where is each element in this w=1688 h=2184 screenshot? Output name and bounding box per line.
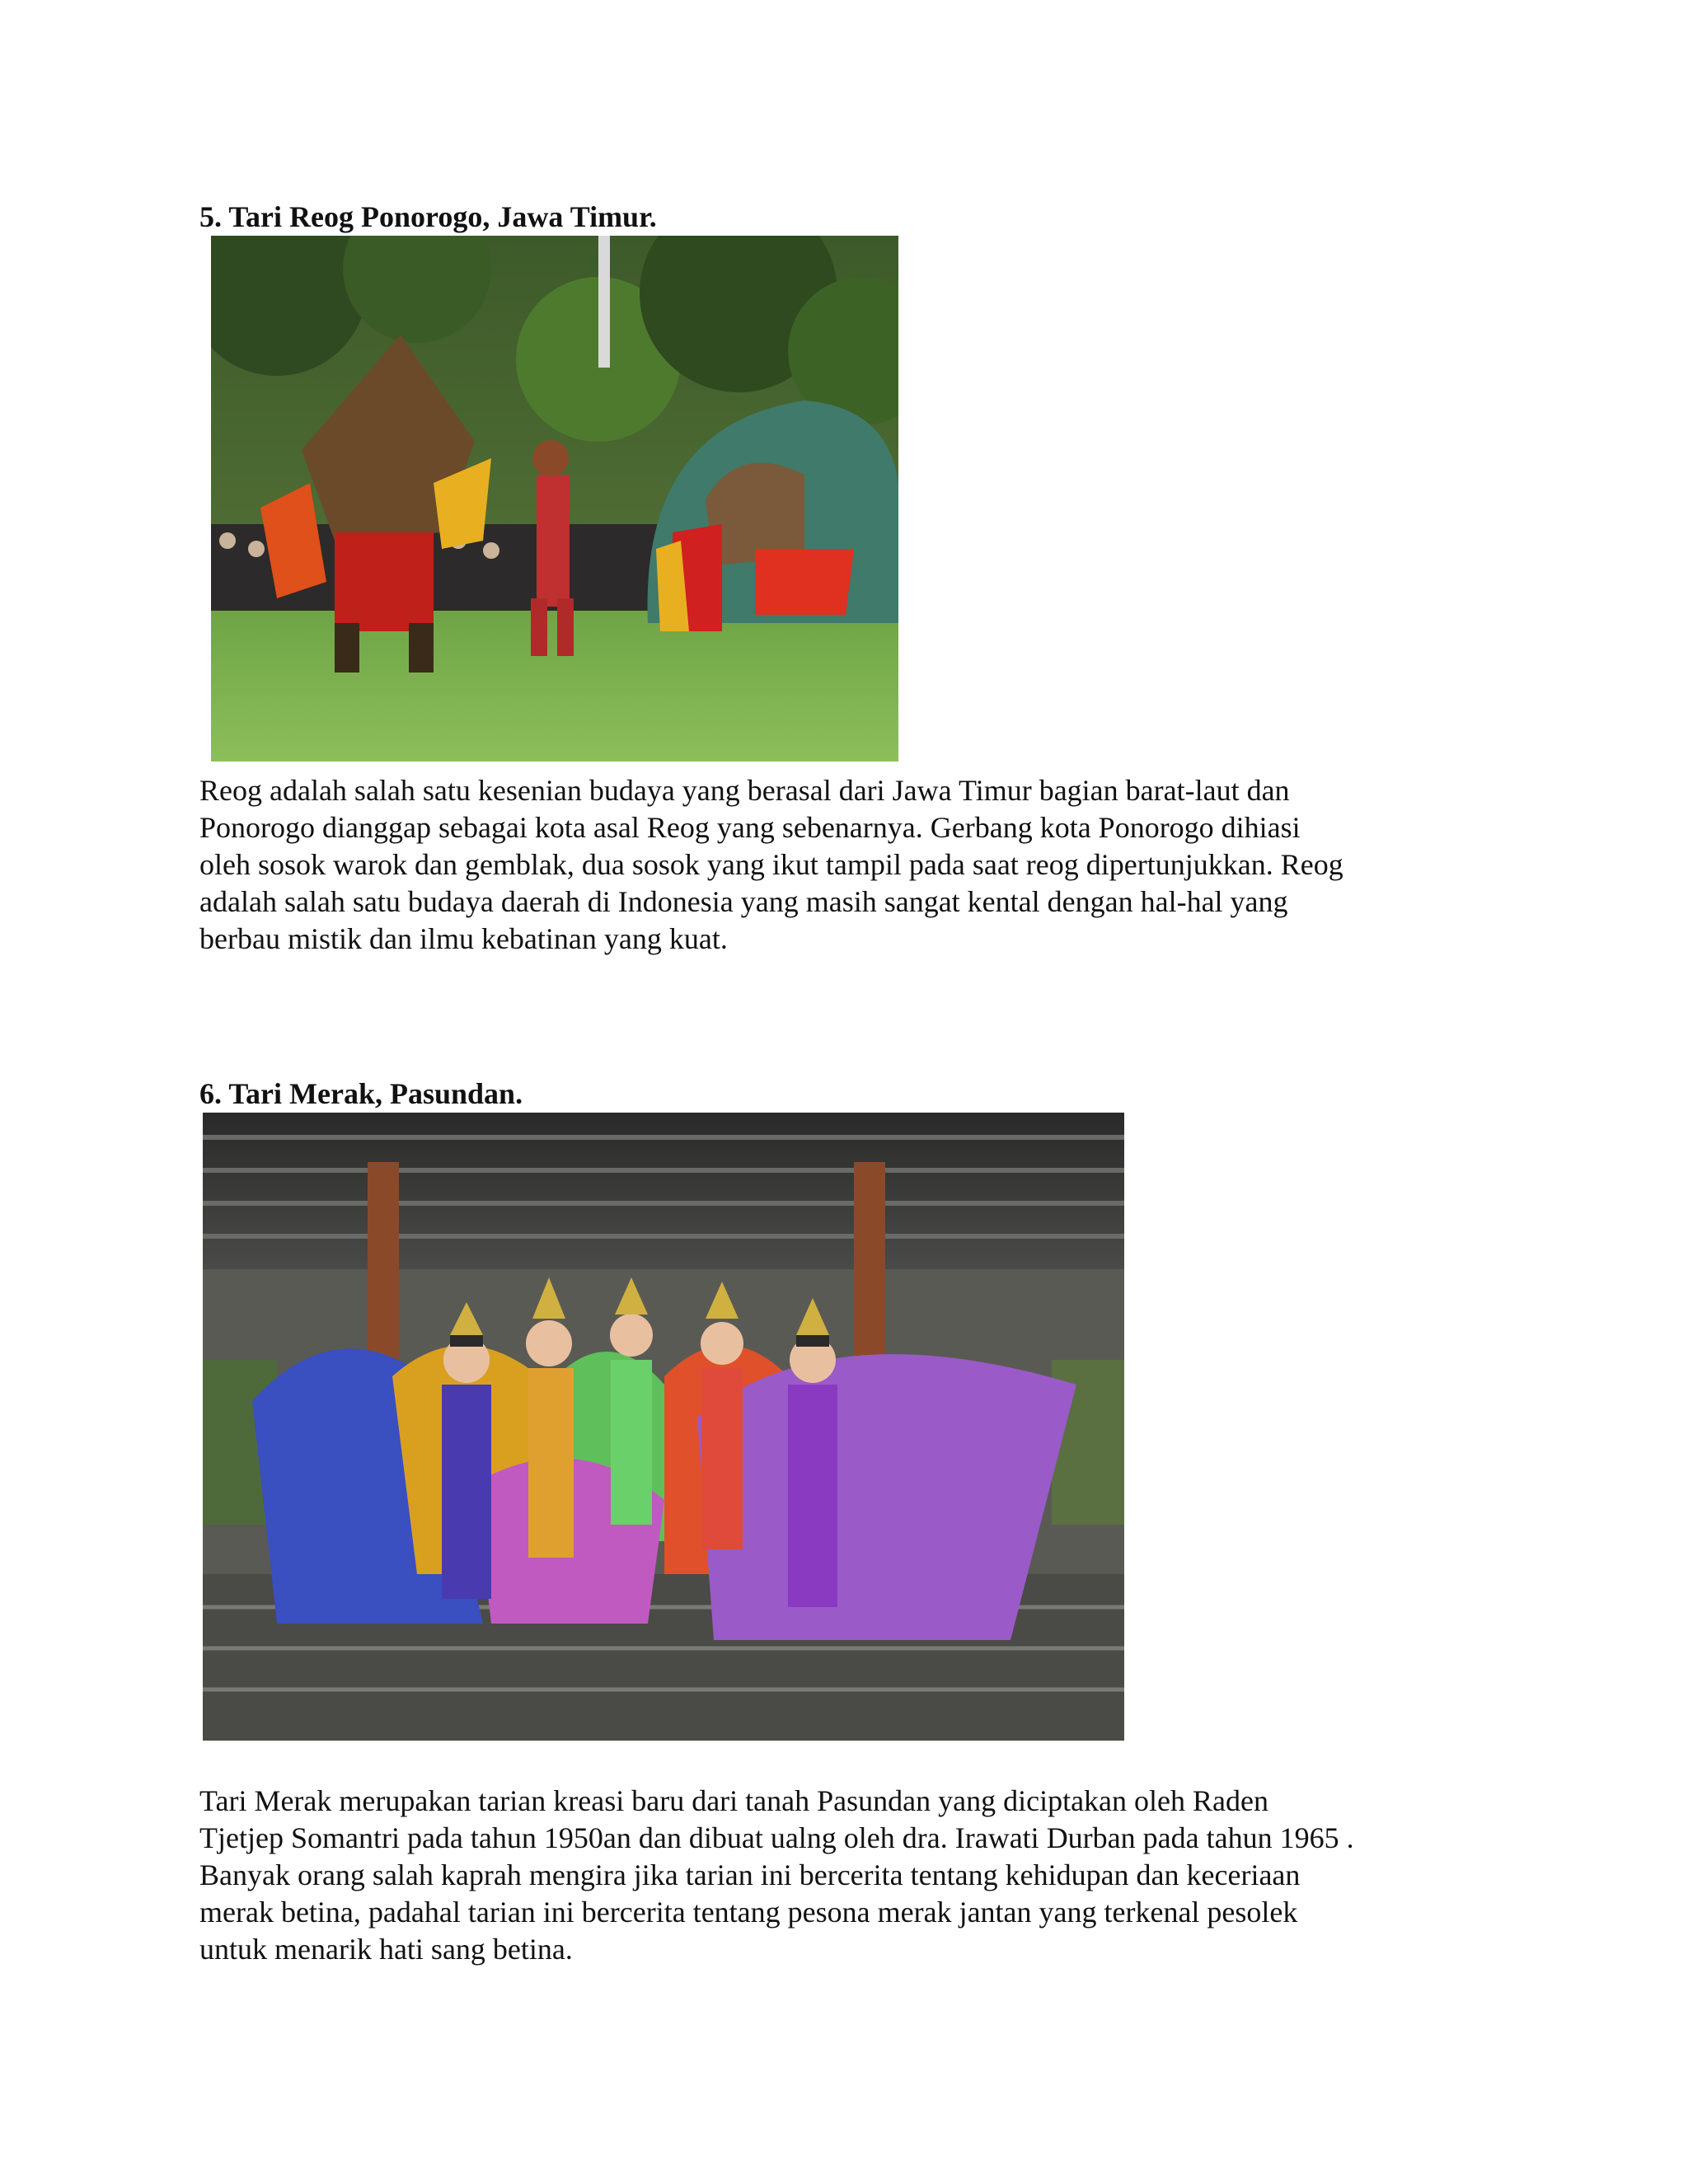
paragraph-line: Tari Merak merupakan tarian kreasi baru dari tanah Pasundan yang diciptakan oleh Raden	[199, 1784, 1268, 1817]
paragraph-line: Reog adalah salah satu kesenian budaya yang berasal dari Jawa Timur bagian barat-laut dan	[199, 774, 1290, 807]
section-paragraph-reog	[199, 772, 1343, 958]
tari-merak-photo	[203, 1113, 1124, 1741]
paragraph-line: adalah salah satu budaya daerah di Indonesia yang masih sangat kental dengan hal-hal yang	[199, 885, 1288, 918]
section-heading-reog: 5. Tari Reog Ponorogo, Jawa Timur.	[199, 200, 657, 233]
section-heading-merak: 6. Tari Merak, Pasundan.	[199, 1077, 523, 1110]
paragraph-line: Ponorogo dianggap sebagai kota asal Reog yang sebenarnya. Gerbang kota Ponorogo dihiasi	[199, 811, 1301, 844]
paragraph-line: merak betina, padahal tarian ini bercerita tentang pesona merak jantan yang terkenal pesolek	[199, 1896, 1298, 1929]
paragraph-line: oleh sosok warok dan gemblak, dua sosok yang ikut tampil pada saat reog dipertunjukkan. Reog	[199, 848, 1343, 881]
paragraph-line: Tjetjep Somantri pada tahun 1950an dan dibuat ualng oleh dra. Irawati Durban pada tahun 1965 .	[199, 1821, 1354, 1854]
paragraph-line: Banyak orang salah kaprah mengira jika tarian ini bercerita tentang kehidupan dan keceriaan	[199, 1858, 1301, 1891]
section-paragraph-merak	[199, 1783, 1354, 1968]
reog-ponorogo-photo	[211, 236, 898, 762]
paragraph-line: berbau mistik dan ilmu kebatinan yang kuat.	[199, 922, 728, 955]
paragraph-line: untuk menarik hati sang betina.	[199, 1933, 573, 1966]
